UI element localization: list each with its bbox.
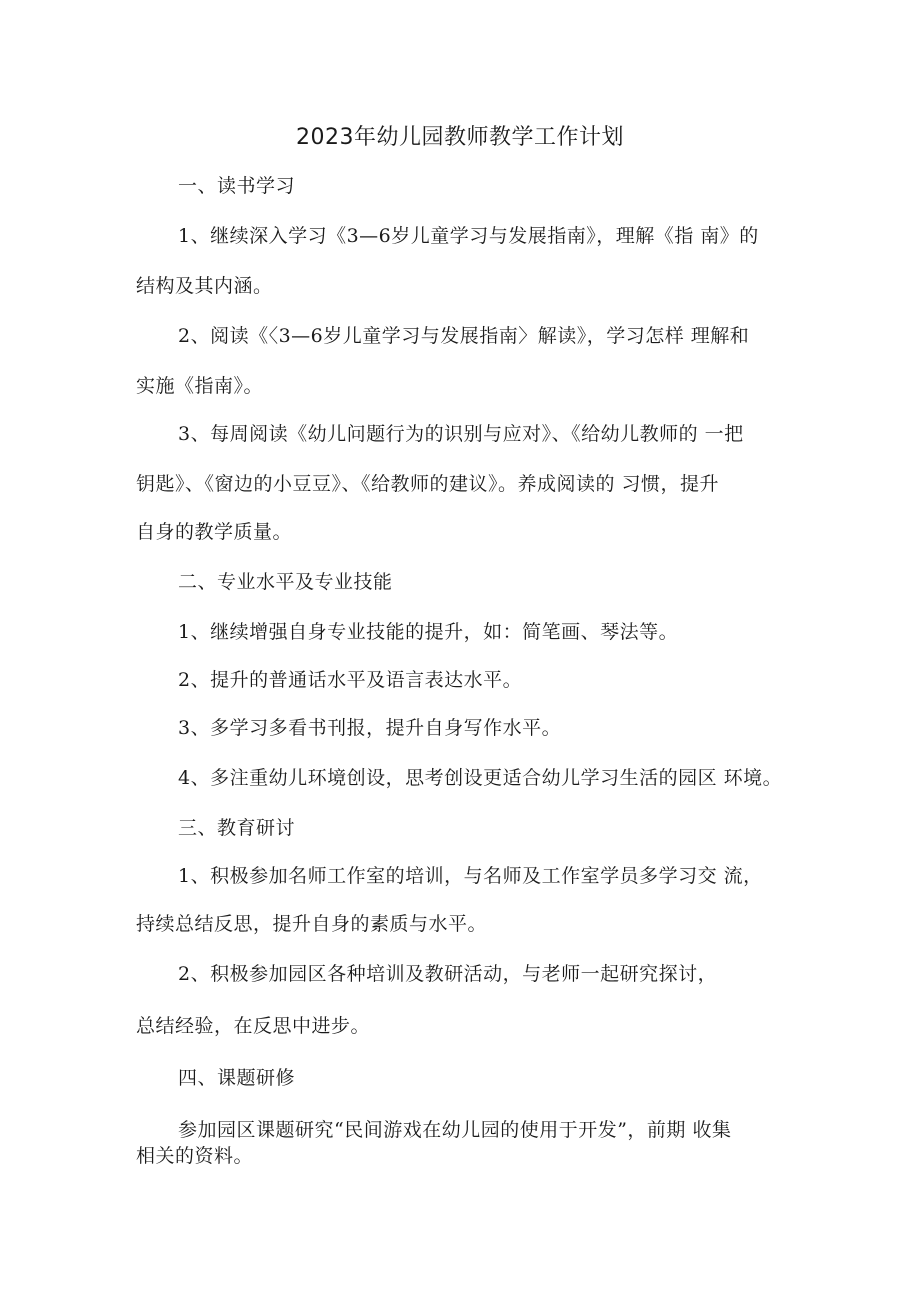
paragraph-line: 2、积极参加园区各种培训及教研活动，与老师一起研究探讨，: [178, 963, 718, 985]
section-heading-topics: 四、课题研修: [178, 1067, 296, 1089]
paragraph-line: 4、多注重幼儿环境创设，思考创设更适合幼儿学习生活的园区 环境。: [178, 767, 783, 789]
paragraph-line: 钥匙》、《窗边的小豆豆》、《给教师的建议》。养成阅读的 习惯，提升: [136, 473, 720, 495]
paragraph-line: 2、阅读《〈3—6岁儿童学习与发展指南〉解读》，学习怎样 理解和: [178, 325, 750, 347]
paragraph-line: 参加园区课题研究“民间游戏在幼儿园的使用于开发”，前期 收集: [178, 1119, 732, 1141]
paragraph-line: 实施《指南》。: [136, 375, 264, 397]
paragraph-line: 1、积极参加名师工作室的培训，与名师及工作室学员多学习交 流，: [178, 865, 763, 887]
paragraph-line: 持续总结反思，提升自身的素质与水平。: [136, 913, 488, 935]
paragraph-line: 1、继续增强自身专业技能的提升，如：简笔画、琴法等。: [178, 621, 679, 643]
section-heading-research: 三、教育研讨: [178, 817, 296, 839]
paragraph-line: 自身的教学质量。: [136, 521, 293, 543]
paragraph-line: 3、每周阅读《幼儿问题行为的识别与应对》、《给幼儿教师的 一把: [178, 423, 744, 445]
document-title: 2023年幼儿园教师教学工作计划: [296, 125, 624, 150]
paragraph-line: 2、提升的普通话水平及语言表达水平。: [178, 669, 523, 691]
paragraph-line: 3、多学习多看书刊报，提升自身写作水平。: [178, 717, 562, 739]
paragraph-line: 结构及其内涵。: [136, 275, 273, 297]
paragraph-line: 相关的资料。: [136, 1145, 254, 1167]
paragraph-line: 1、继续深入学习《3—6岁儿童学习与发展指南》，理解《指 南》的: [178, 225, 759, 247]
paragraph-line: 总结经验，在反思中进步。: [136, 1015, 371, 1037]
section-heading-reading: 一、读书学习: [178, 175, 296, 197]
section-heading-skills: 二、专业水平及专业技能: [178, 571, 393, 593]
